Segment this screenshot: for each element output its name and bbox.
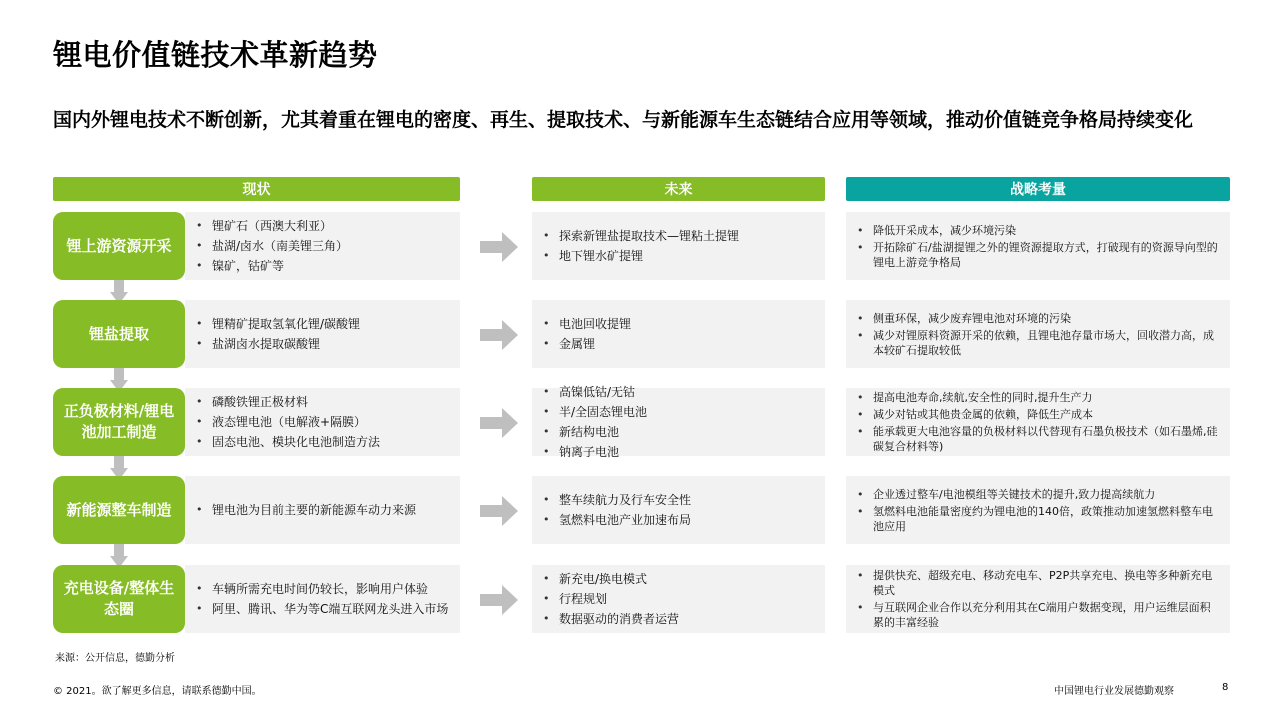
bullet-item: • 减少对锂原料资源开采的依赖，且锂电池存量市场大，回收潜力高，成本较矿石提取较低 [854,328,1220,358]
bullet-item: • 提供快充、超级充电、移动充电车、P2P共享充电、换电等多种新充电模式 [854,568,1220,598]
bullet-item: • 行程规划 [540,589,825,609]
row-2 [0,300,1280,368]
bullet-item: • 锂矿石（西澳大利亚） [193,216,460,236]
page-number: 8 [1222,682,1229,693]
bullet-item: • 地下锂水矿提锂 [540,246,825,266]
bullet-item: • 盐湖卤水提取碳酸锂 [193,334,460,354]
right-arrow-icon [480,496,518,526]
future-box [532,385,825,459]
bullet-item: • 新结构电池 [540,422,825,442]
right-arrow-icon [480,232,518,262]
right-arrow-icon [480,408,518,438]
page-title: 锂电价值链技术革新趋势 [53,38,378,72]
bullet-item: • 阿里、腾讯、华为等C端互联网龙头进入市场 [193,599,460,619]
header-strategy: 战略考量 [846,177,1230,201]
right-arrow-icon [480,585,518,615]
bullet-item: • 磷酸铁锂正极材料 [193,392,460,412]
bullet-item: • 减少对钴或其他贵金属的依赖，降低生产成本 [854,407,1220,422]
current-box [185,565,460,633]
bullet-item: • 电池回收提锂 [540,314,825,334]
right-arrow-icon [480,320,518,350]
source-note: 来源：公开信息，德勤分析 [55,653,175,664]
current-box [185,476,460,544]
bullet-item: • 探索新锂盐提取技术—锂粘土提锂 [540,226,825,246]
header-current: 现状 [53,177,460,201]
row-3 [0,385,1280,459]
bullet-item: • 降低开采成本，减少环境污染 [854,223,1220,238]
bullet-item: • 氢燃料电池能量密度约为锂电池的140倍，政策推动加速氢燃料整车电池应用 [854,504,1220,534]
bullet-item: • 锂精矿提取氢氧化锂/碳酸锂 [193,314,460,334]
header-future: 未来 [532,177,825,201]
row-label: 锂上游资源开采 [53,212,185,280]
bullet-item: • 提高电池寿命,续航,安全性的同时,提升生产力 [854,390,1220,405]
row-label: 新能源整车制造 [53,476,185,544]
bullet-item: • 侧重环保，减少废弃锂电池对环境的污染 [854,311,1220,326]
row-1 [0,212,1280,280]
row-4 [0,476,1280,544]
bullet-item: • 半/全固态锂电池 [540,402,825,422]
bullet-item: • 氢燃料电池产业加速布局 [540,510,825,530]
strategy-box [846,476,1230,544]
bullet-item: • 与互联网企业合作以充分利用其在C端用户数据变现，用户运维层面积累的丰富经验 [854,600,1220,630]
bullet-item: • 整车续航力及行车安全性 [540,490,825,510]
current-box [185,300,460,368]
bullet-item: • 固态电池、模块化电池制造方法 [193,432,460,452]
bullet-item: • 开拓除矿石/盐湖提锂之外的锂资源提取方式，打破现有的资源导向型的锂电上游竞争格局 [854,240,1220,270]
strategy-box [846,300,1230,368]
bullet-item: • 锂电池为目前主要的新能源车动力来源 [193,500,460,520]
bullet-item: • 金属锂 [540,334,825,354]
bullet-item: • 盐湖/卤水（南美锂三角） [193,236,460,256]
row-5 [0,565,1280,633]
row-label: 充电设备/整体生态圈 [53,565,185,633]
future-box [532,212,825,280]
report-name: 中国锂电行业发展德勤观察 [1054,686,1174,697]
future-box [532,476,825,544]
current-box [185,212,460,280]
bullet-item: • 新充电/换电模式 [540,569,825,589]
bullet-item: • 数据驱动的消费者运营 [540,609,825,629]
future-box [532,300,825,368]
copyright: © 2021。欲了解更多信息，请联系德勤中国。 [53,686,262,697]
bullet-item: • 高镍低钴/无钴 [540,382,825,402]
bullet-item: • 企业透过整车/电池模组等关键技术的提升,致力提高续航力 [854,487,1220,502]
bullet-item: • 车辆所需充电时间仍较长，影响用户体验 [193,579,460,599]
row-label: 锂盐提取 [53,300,185,368]
bullet-item: • 钠离子电池 [540,442,825,462]
future-box [532,565,825,633]
strategy-box [846,565,1230,633]
bullet-item: • 能承载更大电池容量的负极材料以代替现有石墨负极技术（如石墨烯,硅碳复合材料等) [854,424,1220,454]
row-label: 正负极材料/锂电池加工制造 [53,388,185,456]
bullet-item: • 液态锂电池（电解液+隔膜） [193,412,460,432]
current-box [185,388,460,456]
strategy-box [846,388,1230,456]
bullet-item: • 镍矿，钴矿等 [193,256,460,276]
strategy-box [846,212,1230,280]
page-subtitle: 国内外锂电技术不断创新，尤其着重在锂电的密度、再生、提取技术、与新能源车生态链结合应用等领域，推动价值链竞争格局持续变化 [53,109,1194,131]
